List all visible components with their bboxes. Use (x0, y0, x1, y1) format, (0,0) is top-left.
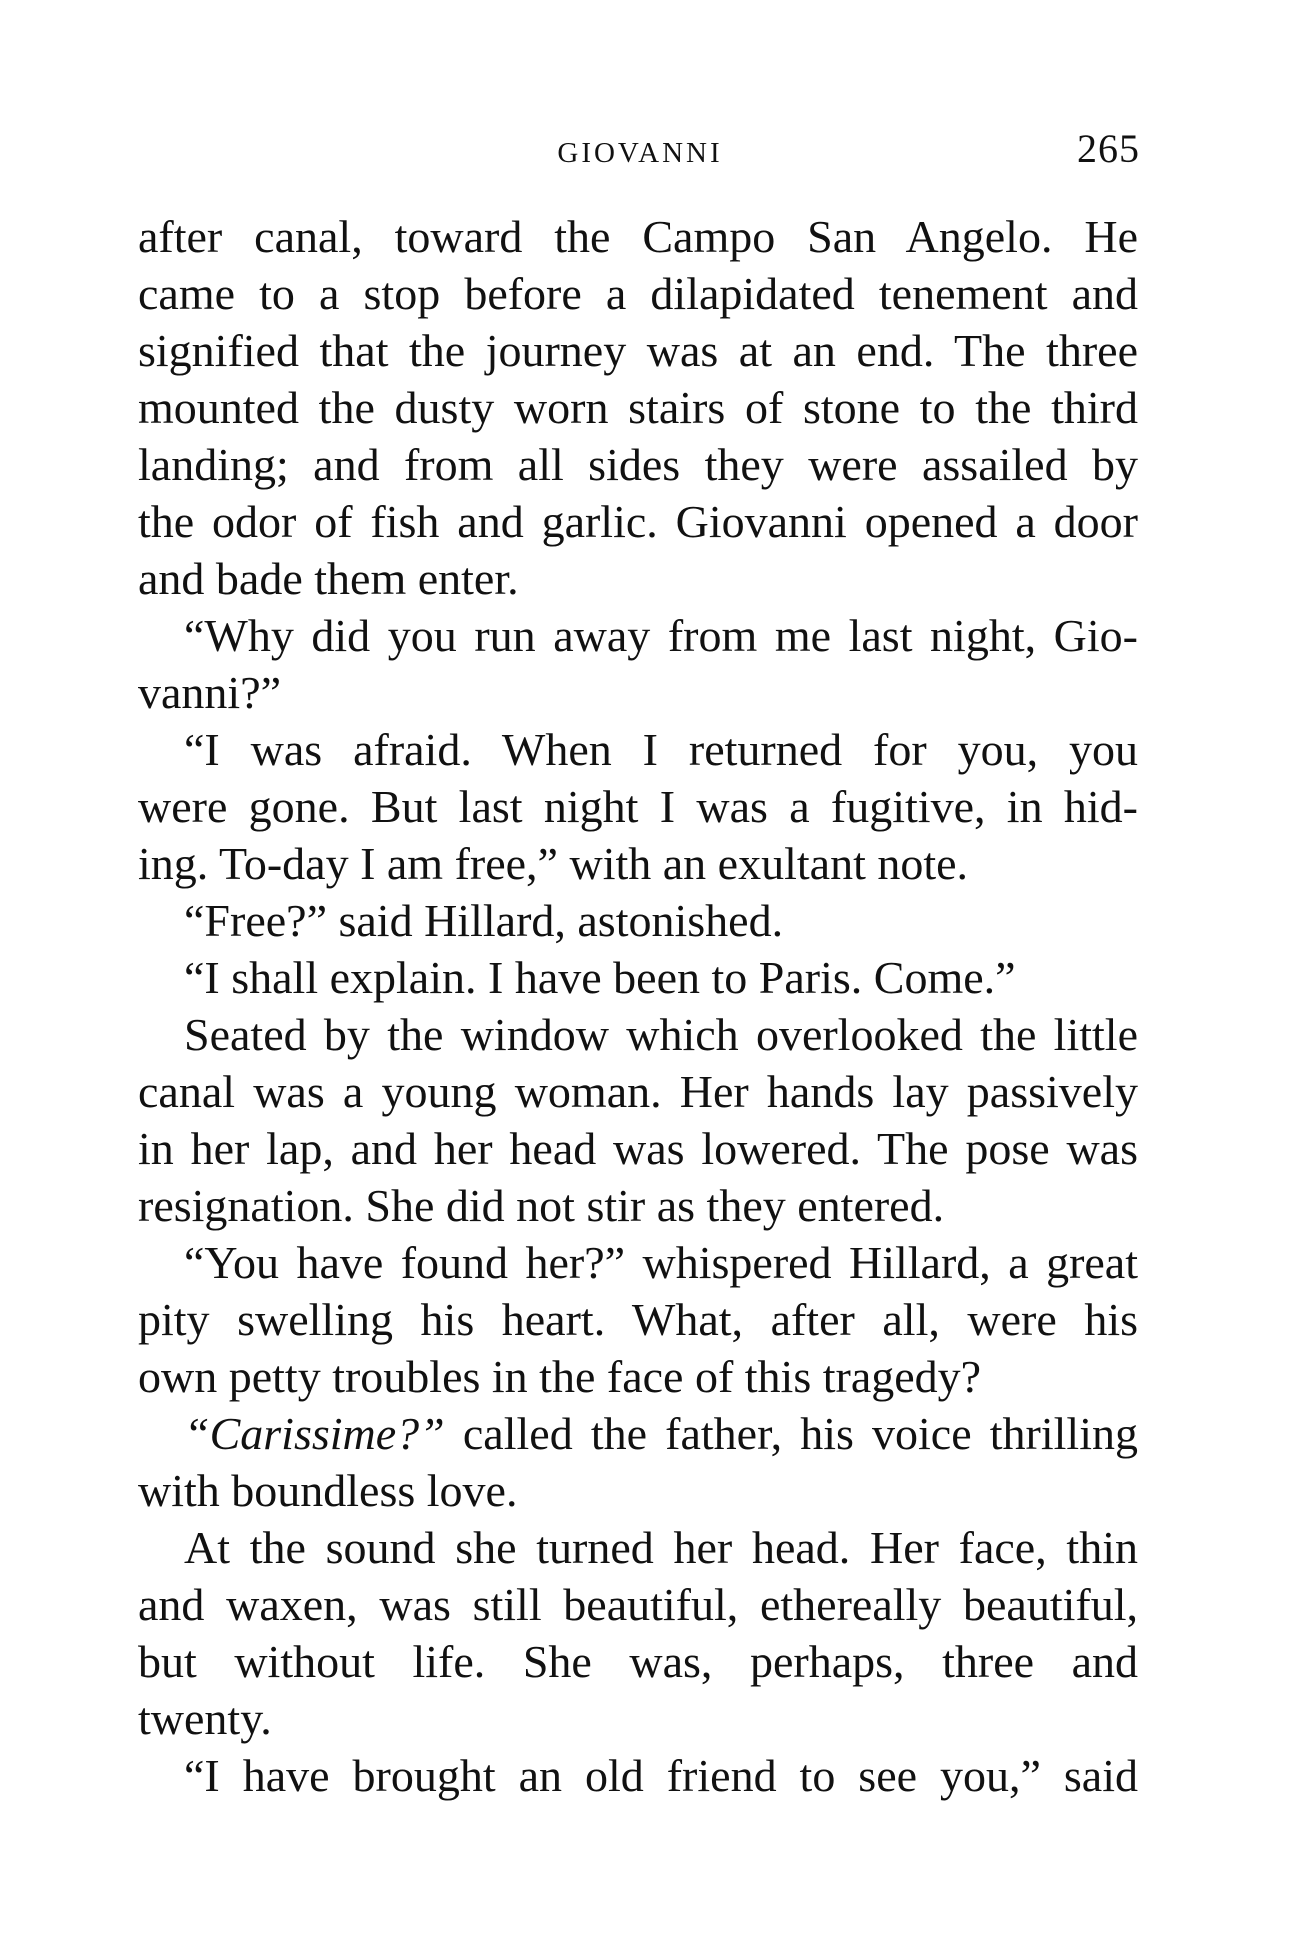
text-line: signified that the journey was at an end. The three (138, 325, 1138, 376)
page-number: 265 (1077, 126, 1140, 171)
text-line: and waxen, was still beautiful, ethereally beautiful, (138, 1579, 1138, 1630)
text-line: landing; and from all sides they were assailed by (138, 439, 1138, 490)
text-line: ing. To-day I am free,” with an exultant note. (138, 838, 969, 889)
text-line: with boundless love. (138, 1465, 518, 1516)
text-line: “Free?” said Hillard, astonished. (184, 895, 784, 946)
text-line: “I shall explain. I have been to Paris. Come.” (184, 952, 1016, 1003)
text-line: were gone. But last night I was a fugitive, in hid- (138, 781, 1138, 832)
text-line: came to a stop before a dilapidated tenement and (138, 268, 1138, 319)
text-line (138, 1405, 1138, 1462)
text-line: “I have brought an old friend to see you,” said (184, 1750, 1138, 1801)
text-line: vanni?” (138, 667, 282, 718)
text-line: twenty. (138, 1693, 272, 1744)
text-line: but without life. She was, perhaps, three and (138, 1636, 1138, 1687)
line-text: called the father, his voice thrilling (444, 1408, 1138, 1459)
text-line: “Why did you run away from me last night, Gio- (184, 610, 1138, 661)
text-line: in her lap, and her head was lowered. The pose was (138, 1123, 1138, 1174)
italic-word: “Carissime?” (184, 1408, 445, 1459)
text-line: resignation. She did not stir as they entered. (138, 1180, 945, 1231)
text-line: “You have found her?” whispered Hillard, a great (184, 1237, 1138, 1288)
text-line: canal was a young woman. Her hands lay passively (138, 1066, 1138, 1117)
text-line: after canal, toward the Campo San Angelo. He (138, 211, 1138, 262)
text-line: own petty troubles in the face of this tragedy? (138, 1351, 982, 1402)
text-line: the odor of fish and garlic. Giovanni opened a door (138, 496, 1138, 547)
text-line: and bade them enter. (138, 553, 519, 604)
text-line: At the sound she turned her head. Her face, thin (184, 1522, 1138, 1573)
running-title: GIOVANNI (557, 137, 723, 169)
text-line: pity swelling his heart. What, after all, were his (138, 1294, 1138, 1345)
running-head (140, 128, 1140, 178)
text-line: mounted the dusty worn stairs of stone to the third (138, 382, 1138, 433)
text-line: “I was afraid. When I returned for you, you (184, 724, 1138, 775)
text-line: Seated by the window which overlooked the little (184, 1009, 1138, 1060)
body-text (138, 208, 1138, 1804)
